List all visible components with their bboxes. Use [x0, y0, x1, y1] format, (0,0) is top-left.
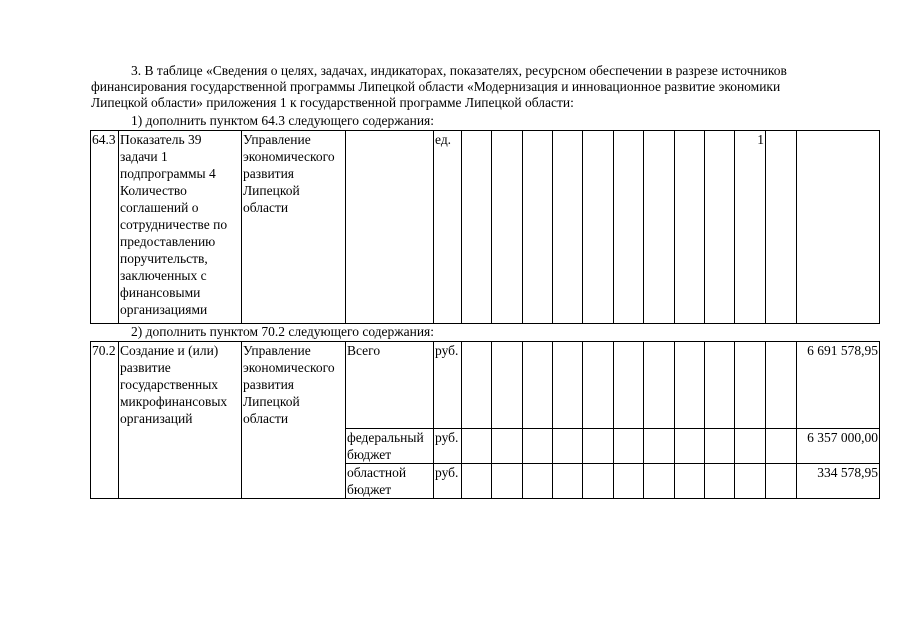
measure-name: Создание и (или) развитие государственных микрофинансовых организаций — [119, 342, 242, 499]
value-cell — [735, 464, 766, 499]
value-cell — [583, 342, 614, 429]
value-cell — [553, 131, 583, 324]
value-cell — [705, 342, 735, 429]
intro-paragraph — [91, 63, 878, 111]
table-row — [91, 131, 880, 324]
value-cell — [583, 131, 614, 324]
table-row — [91, 342, 880, 429]
value-cell — [583, 429, 614, 464]
total-cell: 6 691 578,95 — [797, 342, 880, 429]
value-cell — [644, 342, 675, 429]
item-1-caption: 1) дополнить пунктом 64.3 следующего содержания: — [131, 113, 435, 128]
value-cell — [705, 131, 735, 324]
source-cell: федеральный бюджет — [346, 429, 434, 464]
value-cell — [705, 464, 735, 499]
value-cell — [583, 464, 614, 499]
value-cell — [492, 464, 523, 499]
value-cell — [462, 464, 492, 499]
table-item-70-2 — [90, 341, 880, 499]
value-cell — [705, 429, 735, 464]
value-cell — [766, 131, 797, 324]
value-cell — [766, 464, 797, 499]
value-cell — [644, 464, 675, 499]
value-cell: 1 — [735, 131, 766, 324]
value-cell — [614, 464, 644, 499]
value-cell — [462, 342, 492, 429]
value-cell — [523, 342, 553, 429]
value-cell — [462, 131, 492, 324]
value-cell — [553, 342, 583, 429]
value-cell — [675, 342, 705, 429]
value-cell — [614, 131, 644, 324]
executor: Управление экономического развития Липецкой области — [242, 342, 346, 499]
unit-cell: руб. — [434, 429, 462, 464]
indicator-name: Показатель 39 задачи 1 подпрограммы 4 Количество соглашений о сотрудничестве по предоставлению поручительств, заключенных с финансовыми организациями — [119, 131, 242, 324]
value-cell — [675, 464, 705, 499]
value-cell — [644, 131, 675, 324]
value-cell — [523, 131, 553, 324]
value-cell — [675, 429, 705, 464]
unit-cell: ед. — [434, 131, 462, 324]
value-cell — [492, 342, 523, 429]
value-cell — [523, 464, 553, 499]
value-cell — [644, 429, 675, 464]
value-cell — [735, 342, 766, 429]
intro-line-2: финансирования государственной программы Липецкой области «Модернизация и инновационное развитие экономики — [91, 79, 781, 94]
value-cell — [614, 429, 644, 464]
unit-cell: руб. — [434, 464, 462, 499]
source-cell: областной бюджет — [346, 464, 434, 499]
value-cell — [766, 342, 797, 429]
item-2-caption: 2) дополнить пунктом 70.2 следующего содержания: — [131, 324, 435, 339]
value-cell — [766, 429, 797, 464]
value-cell — [492, 429, 523, 464]
source-cell: Всего — [346, 342, 434, 429]
value-cell — [553, 464, 583, 499]
row-number: 64.3 — [91, 131, 119, 324]
value-cell — [492, 131, 523, 324]
value-cell — [735, 429, 766, 464]
intro-line-3: Липецкой области» приложения 1 к государственной программе Липецкой области: — [91, 95, 574, 110]
value-cell — [462, 429, 492, 464]
row-number: 70.2 — [91, 342, 119, 499]
value-cell — [675, 131, 705, 324]
total-cell: 334 578,95 — [797, 464, 880, 499]
total-cell: 6 357 000,00 — [797, 429, 880, 464]
table-item-64-3 — [90, 130, 880, 324]
value-cell — [523, 429, 553, 464]
value-cell — [614, 342, 644, 429]
source-cell — [346, 131, 434, 324]
unit-cell: руб. — [434, 342, 462, 429]
intro-line-1: 3. В таблице «Сведения о целях, задачах, индикаторах, показателях, ресурсном обеспечении в разрезе источников — [131, 63, 787, 78]
value-cell — [797, 131, 880, 324]
executor: Управление экономического развития Липецкой области — [242, 131, 346, 324]
value-cell — [553, 429, 583, 464]
